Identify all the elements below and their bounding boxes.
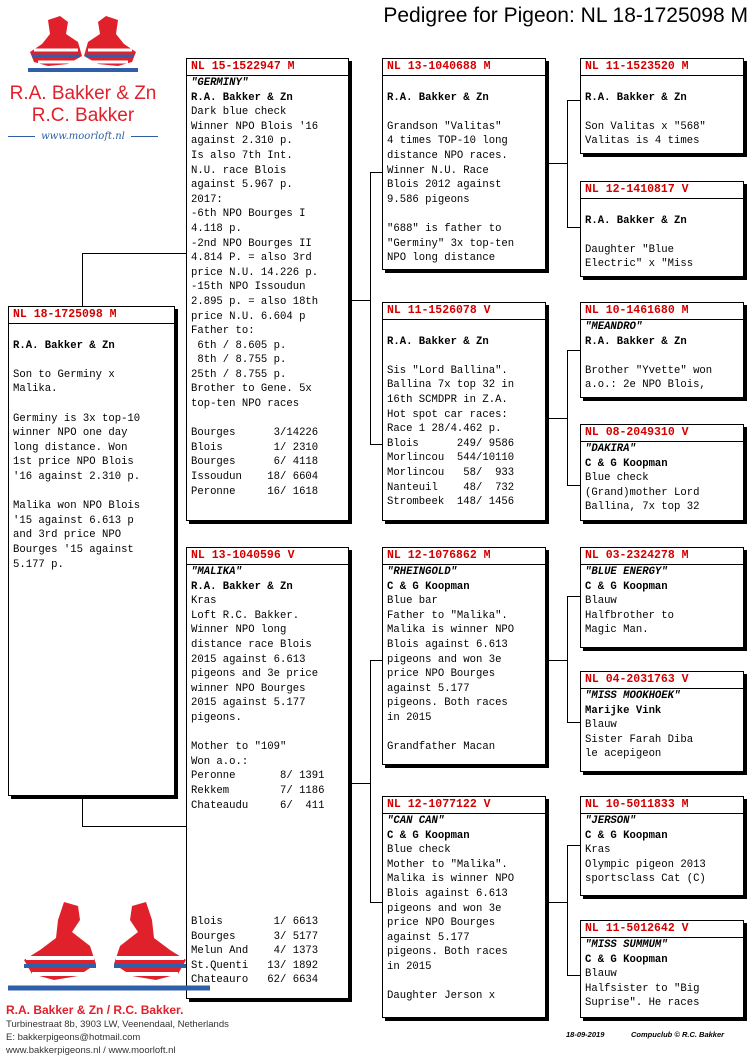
description: Blue check Mother to "Malika". Malika is winner NPO Blois against 6.613 pigeons and won 3e price NPO Bourges against 5.177 pigeons. Both races in 2015 Daughter Jerson x: [387, 844, 515, 1003]
ring-number: NL 11-1526078 V: [383, 303, 545, 320]
connector: [567, 350, 580, 351]
logo-line2: R.C. Bakker: [31, 105, 135, 126]
connector: [370, 660, 371, 902]
connector: [567, 485, 580, 486]
owner: R.A. Bakker & Zn: [585, 214, 687, 227]
owner: C & G Koopman: [585, 457, 668, 470]
pigeon-name: "MEANDRO": [585, 321, 643, 333]
description: Kras Olympic pigeon 2013 sportsclass Cat (C): [585, 844, 706, 886]
logo-url: www.moorloft.nl: [41, 131, 125, 142]
connector: [567, 350, 568, 485]
description: Son to Germiny x Malika. Germiny is 3x top-10 winner NPO one day long distance. Won 1st price NPO Blois '16 against 2.310 p. Malika won NPO Blois '15 against 6.613 p and 3rd price NPO Bourges '15 against 5.177 p.: [13, 368, 141, 571]
connector: [370, 444, 382, 445]
ring-number: NL 10-5011833 M: [581, 797, 743, 814]
ring-number: NL 13-1040596 V: [187, 548, 348, 565]
owner: C & G Koopman: [585, 953, 668, 966]
race-result: Blois 1/ 2310: [191, 441, 319, 454]
contact-address: Turbinestraat 8b, 3903 LW, Veenendaal, Netherlands: [6, 1019, 229, 1030]
ring-number: NL 08-2049310 V: [581, 425, 743, 442]
connector: [370, 902, 382, 903]
description: Daughter "Blue Electric" x "Miss: [585, 243, 694, 271]
pedigree-card-mmm: [580, 920, 744, 1018]
race-result: Blois 1/ 6613: [191, 916, 319, 929]
pigeon-name: "BLUE ENERGY": [585, 566, 668, 578]
race-result: Peronne 16/ 1618: [191, 485, 319, 498]
ring-number: NL 11-1523520 M: [581, 59, 743, 76]
owner: R.A. Bakker & Zn: [387, 335, 489, 348]
race-result: St.Quenti 13/ 1892: [191, 959, 319, 972]
pigeon-name: "DAKIRA": [585, 443, 636, 455]
connector: [352, 300, 370, 301]
owner: C & G Koopman: [585, 829, 668, 842]
owner: C & G Koopman: [387, 829, 470, 842]
description: Blue check (Grand)mother Lord Ballina, 7x top 32: [585, 472, 700, 514]
connector: [567, 596, 568, 722]
ring-number: NL 12-1077122 V: [383, 797, 545, 814]
logo-top: [8, 12, 158, 142]
pigeon-name: "MISS MOOKHOEK": [585, 690, 681, 702]
ring-number: NL 13-1040688 M: [383, 59, 545, 76]
race-result: Issoudun 18/ 6604: [191, 471, 319, 484]
pedigree-card-fff: [580, 58, 744, 154]
owner: R.A. Bakker & Zn: [585, 91, 687, 104]
owner: Marijke Vink: [585, 704, 662, 717]
description: Grandson "Valitas" 4 times TOP-10 long distance NPO races. Winner N.U. Race Blois 2012 against 9.586 pigeons "688" is father to "Germiny" 3x top-ten NPO long distance: [387, 120, 515, 265]
connector: [82, 253, 187, 254]
connector: [567, 596, 580, 597]
ring-number: NL 12-1410817 V: [581, 182, 743, 199]
owner: C & G Koopman: [585, 580, 668, 593]
ring-number: NL 18-1725098 M: [9, 307, 174, 324]
ring-number: NL 11-5012642 V: [581, 921, 743, 938]
connector: [548, 163, 567, 164]
description: Blauw Sister Farah Diba le acepigeon: [585, 719, 694, 761]
page-title: Pedigree for Pigeon: NL 18-1725098 M: [383, 4, 748, 27]
ring-number: NL 12-1076862 M: [383, 548, 545, 565]
pedigree-card-father: [186, 58, 349, 521]
connector: [548, 418, 567, 419]
race-result: Bourges 3/14226: [191, 427, 319, 440]
description: Son Valitas x "568" Valitas is 4 times: [585, 120, 706, 148]
contact-email: E: bakkerpigeons@hotmail.com: [6, 1032, 141, 1043]
pedigree-card-subject: [8, 306, 175, 796]
pedigree-card-mmf: [580, 796, 744, 896]
connector: [548, 902, 567, 903]
connector: [567, 100, 568, 227]
owner: R.A. Bakker & Zn: [585, 335, 687, 348]
pigeon-name: "RHEINGOLD": [387, 566, 457, 578]
pedigree-card-ffm: [580, 181, 744, 277]
connector: [567, 845, 568, 975]
connector: [567, 100, 580, 101]
pigeon-pair-icon: [4, 898, 214, 998]
software-credit: Compuclub © R.C. Bakker: [631, 1030, 725, 1039]
owner: C & G Koopman: [387, 580, 470, 593]
pedigree-card-fm: [382, 302, 546, 521]
connector: [370, 172, 371, 444]
pedigree-card-fmm: [580, 424, 744, 521]
logo-line1: R.A. Bakker & Zn: [9, 83, 157, 104]
race-result: Bourges 6/ 4118: [191, 456, 319, 469]
connector: [370, 660, 382, 661]
pedigree-card-mfm: [580, 671, 744, 772]
connector: [548, 660, 567, 661]
logo-rule: [131, 136, 158, 137]
owner: R.A. Bakker & Zn: [13, 339, 115, 352]
contact-name: R.A. Bakker & Zn / R.C. Bakker.: [6, 1003, 184, 1017]
connector: [567, 227, 580, 228]
owner: R.A. Bakker & Zn: [387, 91, 489, 104]
connector: [352, 783, 370, 784]
pedigree-card-fmf: [580, 302, 744, 398]
pigeon-name: "GERMINY": [191, 77, 249, 89]
connector: [370, 172, 382, 173]
description: Dark blue check Winner NPO Blois '16 against 2.310 p. Is also 7th Int. N.U. race Blois against 5.967 p. 2017: -6th NPO Bourges I 4.118 p. -2nd NPO Bourges II 4.814 P. = also 3rd price N.U. 14.226 p. -15th NPO Issoudun 2.895 p. = also 18th price N.U. 6.604 p Father to: 6th / 8.605 p. 8th / 8.755 p. 25th / 8.755 p. Brother to Gene. 5x top-ten NPO races: [191, 106, 319, 411]
contact-web: www.bakkerpigeons.nl / www.moorloft.nl: [6, 1045, 176, 1056]
connector: [567, 722, 580, 723]
description: Blauw Halfbrother to Magic Man.: [585, 595, 675, 637]
race-result: Bourges 3/ 5177: [191, 930, 319, 943]
description: Sis "Lord Ballina". Ballina 7x top 32 in 16th SCMDPR in Z.A. Hot spot car races: Race 1 28/4.462 p. Blois 249/ 9586 Morlincou 544/10110 Morlincou 58/ 933 Nanteuil 48/ 732 Strombeek 148/ 1456: [387, 364, 515, 509]
ring-number: NL 04-2031763 V: [581, 672, 743, 689]
owner: R.A. Bakker & Zn: [191, 580, 293, 593]
race-result: Chateauro 62/ 6634: [191, 974, 319, 987]
description: Blauw Halfsister to "Big Suprise". He races: [585, 968, 700, 1010]
ring-number: NL 03-2324278 M: [581, 548, 743, 565]
owner: R.A. Bakker & Zn: [191, 91, 293, 104]
pigeon-name: "JERSON": [585, 815, 636, 827]
pigeon-name: "CAN CAN": [387, 815, 445, 827]
connector: [567, 845, 580, 846]
description: Blue bar Father to "Malika". Malika is winner NPO Blois against 6.613 pigeons and won 3e price NPO Bourges against 5.177 pigeons. Both races in 2015 Grandfather Macan: [387, 595, 515, 754]
connector: [82, 826, 187, 827]
pedigree-card-mff: [580, 547, 744, 648]
ring-number: NL 15-1522947 M: [187, 59, 348, 76]
logo-rule: [8, 136, 35, 137]
pedigree-card-mm: [382, 796, 546, 1018]
ring-number: NL 10-1461680 M: [581, 303, 743, 320]
pigeon-pair-icon: [8, 12, 158, 82]
description: Brother "Yvette" won a.o.: 2e NPO Blois,: [585, 364, 713, 392]
race-result: Melun And 4/ 1373: [191, 945, 319, 958]
pedigree-card-mf: [382, 547, 546, 765]
print-date: 18-09-2019: [566, 1030, 605, 1039]
description: Kras Loft R.C. Bakker. Winner NPO long distance race Blois 2015 against 6.613 pigeons and 3e price winner NPO Bourges 2015 against 5.177 pigeons. Mother to "109" Won a.o.: Peronne 8/ 1391 Rekkem 7/ 1186 Chateaudu 6/ 411: [191, 595, 325, 812]
pigeon-name: "MALIKA": [191, 566, 242, 578]
logo-bottom: [4, 898, 214, 1003]
pedigree-card-ff: [382, 58, 546, 270]
connector: [567, 975, 580, 976]
pigeon-name: "MISS SUMMUM": [585, 939, 668, 951]
